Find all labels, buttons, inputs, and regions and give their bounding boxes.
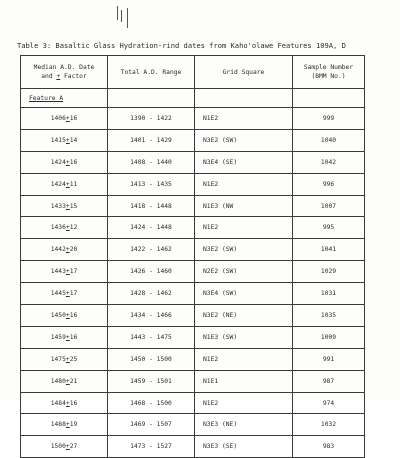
range-cell: 1401 - 1429 <box>108 129 195 151</box>
range-cell: 1459 - 1501 <box>108 370 195 392</box>
grid-square-cell: N1E2 <box>195 108 293 130</box>
range-cell: 1434 - 1466 <box>108 305 195 327</box>
sample-number-cell: 999 <box>293 108 365 130</box>
header-median: Median A.D. Date and + Factor <box>21 56 108 89</box>
range-cell: 1413 - 1435 <box>108 173 195 195</box>
table-row <box>21 129 365 151</box>
table-row <box>21 370 365 392</box>
median-cell: 1443+17 <box>21 261 108 283</box>
range-cell: 1468 - 1500 <box>108 392 195 414</box>
median-cell: 1480+21 <box>21 370 108 392</box>
table-header-row <box>21 56 365 89</box>
median-cell: 1433+15 <box>21 195 108 217</box>
range-cell: 1469 - 1507 <box>108 414 195 436</box>
median-cell: 1436+12 <box>21 217 108 239</box>
margin-mark <box>117 6 118 20</box>
table-caption: Table 3: Basaltic Glass Hydration-rind dates from Kaho'olawe Features 109A, D <box>17 41 346 50</box>
table-row <box>21 108 365 130</box>
median-cell: 1484+16 <box>21 392 108 414</box>
median-cell: 1488+19 <box>21 414 108 436</box>
median-cell: 1415+14 <box>21 129 108 151</box>
median-cell: 1459+16 <box>21 326 108 348</box>
table-row <box>21 326 365 348</box>
sample-number-cell: 1041 <box>293 239 365 261</box>
grid-square-cell: N1E2 <box>195 217 293 239</box>
grid-square-cell: N1E3 (SW) <box>195 326 293 348</box>
grid-square-cell: N3E2 (SW) <box>195 239 293 261</box>
grid-square-cell: N3E4 (SW) <box>195 283 293 305</box>
sample-number-cell: 1029 <box>293 261 365 283</box>
sample-number-cell: 1009 <box>293 326 365 348</box>
range-cell: 1443 - 1475 <box>108 326 195 348</box>
range-cell: 1450 - 1500 <box>108 348 195 370</box>
header-grid: Grid Square <box>195 56 293 89</box>
margin-mark <box>121 10 122 22</box>
grid-square-cell: N1E1 <box>195 370 293 392</box>
feature-row <box>21 89 365 108</box>
header-sample: Sample Number (BMM No.) <box>293 56 365 89</box>
header-range: Total A.D. Range <box>108 56 195 89</box>
grid-square-cell: N3E2 (NE) <box>195 305 293 327</box>
median-cell: 1445+17 <box>21 283 108 305</box>
table-row <box>21 414 365 436</box>
table-row <box>21 217 365 239</box>
median-cell: 1442+20 <box>21 239 108 261</box>
table-row <box>21 392 365 414</box>
table-row <box>21 173 365 195</box>
table-row <box>21 348 365 370</box>
range-cell: 1424 - 1448 <box>108 217 195 239</box>
median-cell: 1475+25 <box>21 348 108 370</box>
grid-square-cell: N3E3 (SE) <box>195 436 293 458</box>
range-cell: 1473 - 1527 <box>108 436 195 458</box>
range-cell: 1428 - 1462 <box>108 283 195 305</box>
sample-number-cell: 1032 <box>293 414 365 436</box>
table-row <box>21 283 365 305</box>
sample-number-cell: 1035 <box>293 305 365 327</box>
table-row <box>21 151 365 173</box>
median-cell: 1500+27 <box>21 436 108 458</box>
sample-number-cell: 987 <box>293 370 365 392</box>
grid-square-cell: N1E3 (NW <box>195 195 293 217</box>
sample-number-cell: 991 <box>293 348 365 370</box>
sample-number-cell: 974 <box>293 392 365 414</box>
table-row <box>21 195 365 217</box>
sample-number-cell: 1031 <box>293 283 365 305</box>
range-cell: 1426 - 1460 <box>108 261 195 283</box>
sample-number-cell: 1040 <box>293 129 365 151</box>
table-row <box>21 261 365 283</box>
grid-square-cell: N1E2 <box>195 348 293 370</box>
sample-number-cell: 983 <box>293 436 365 458</box>
range-cell: 1422 - 1462 <box>108 239 195 261</box>
median-cell: 1424+11 <box>21 173 108 195</box>
grid-square-cell: N3E4 (SE) <box>195 151 293 173</box>
grid-square-cell: N1E2 <box>195 392 293 414</box>
median-cell: 1406+16 <box>21 108 108 130</box>
sample-number-cell: 1007 <box>293 195 365 217</box>
range-cell: 1408 - 1440 <box>108 151 195 173</box>
table-row <box>21 305 365 327</box>
margin-mark <box>127 8 128 28</box>
sample-number-cell: 1042 <box>293 151 365 173</box>
grid-square-cell: N3E3 (NE) <box>195 414 293 436</box>
grid-square-cell: N1E2 <box>195 173 293 195</box>
grid-square-cell: N3E2 (SW) <box>195 129 293 151</box>
feature-label: Feature A <box>21 89 108 108</box>
table-row <box>21 436 365 458</box>
sample-number-cell: 996 <box>293 173 365 195</box>
median-cell: 1450+16 <box>21 305 108 327</box>
hydration-dates-table <box>20 55 365 458</box>
grid-square-cell: N2E2 (SW) <box>195 261 293 283</box>
range-cell: 1390 - 1422 <box>108 108 195 130</box>
median-cell: 1424+16 <box>21 151 108 173</box>
table-row <box>21 239 365 261</box>
sample-number-cell: 995 <box>293 217 365 239</box>
range-cell: 1418 - 1448 <box>108 195 195 217</box>
